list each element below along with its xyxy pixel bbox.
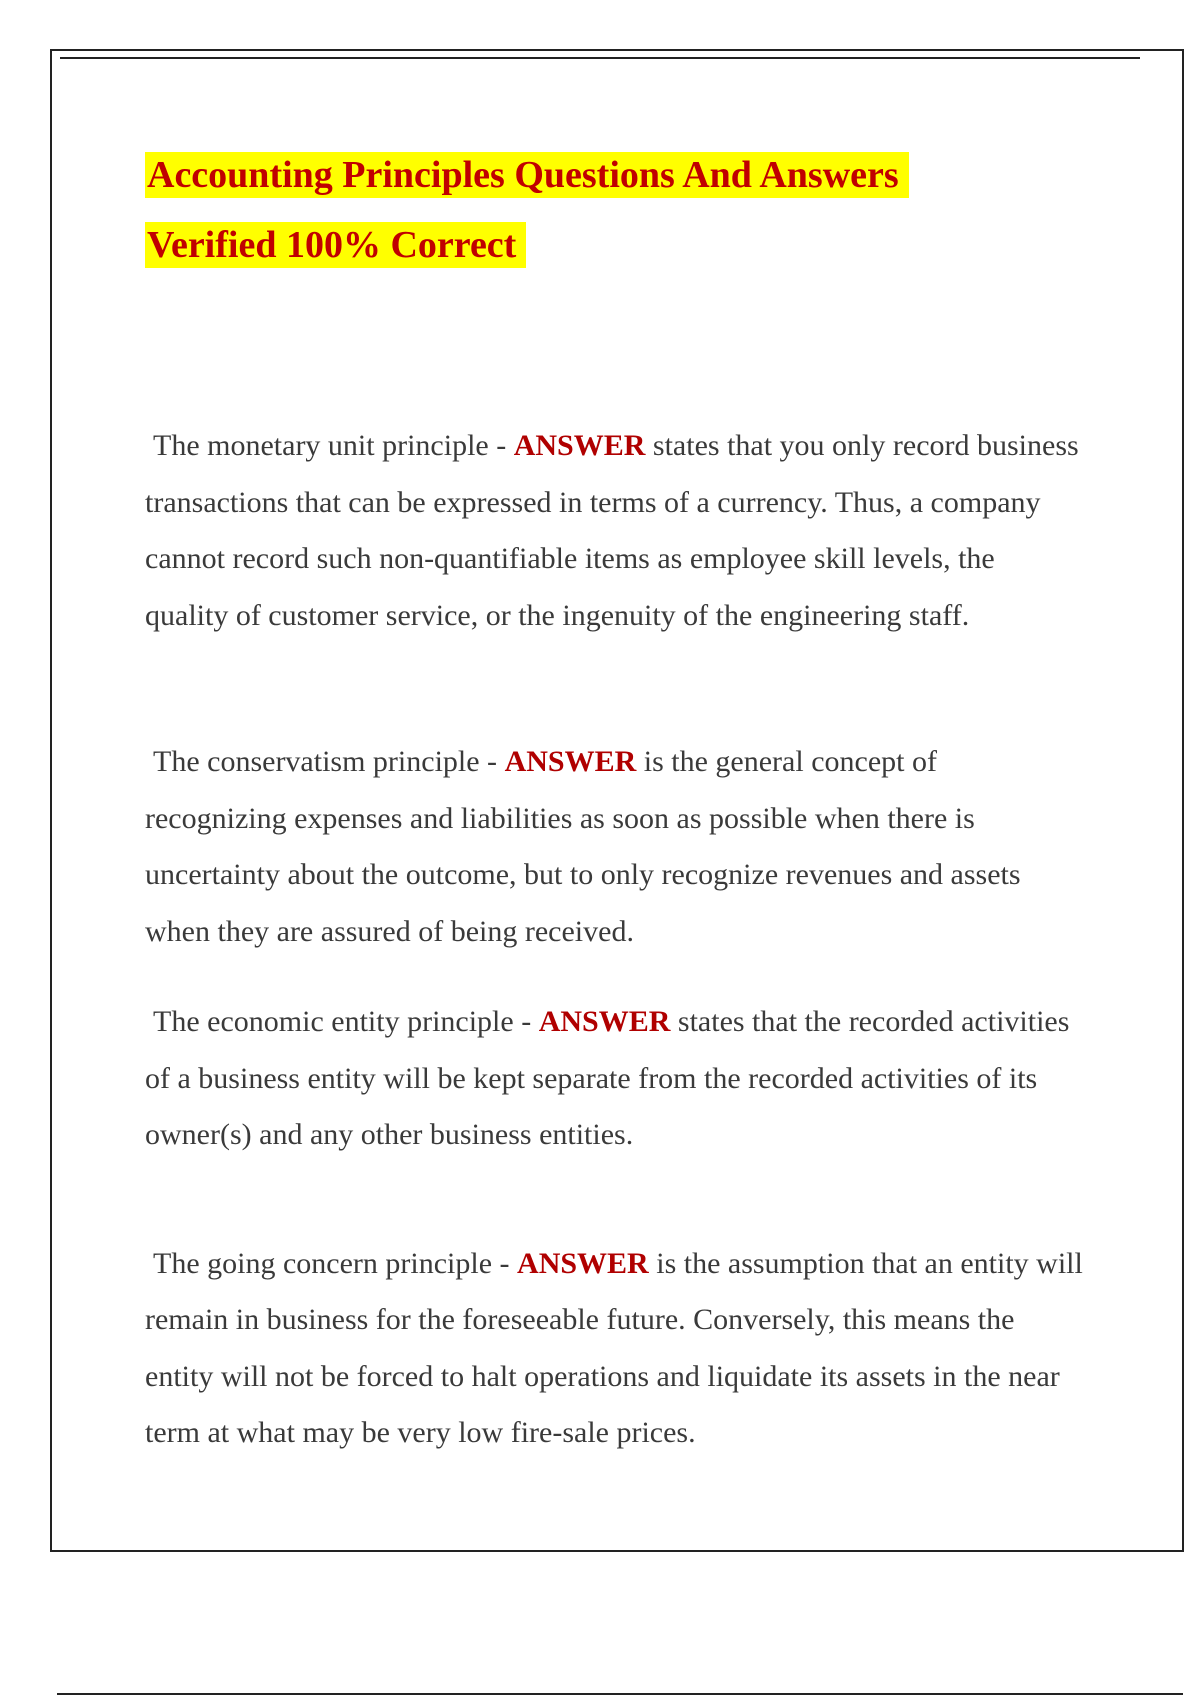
qa-definition: states that you only record business transactions that can be expressed in terms of a currency. Thus, a company cannot record such non-quantifiable items as employee skill levels, the quality of customer service, or the ingenuity of the engineering staff. [145, 429, 1079, 632]
qa-item-conservatism [145, 734, 1085, 960]
answer-label: ANSWER [538, 1005, 671, 1038]
qa-term: The going concern principle - [153, 1246, 518, 1280]
qa-item-going-concern [145, 1236, 1085, 1462]
document-content [145, 140, 1085, 1462]
qa-definition: is the general concept of recognizing expenses and liabilities as soon as possible when there is uncertainty about the outcome, but to only recognize revenues and assets when they are assured of being received. [145, 745, 1021, 948]
title-line-1: Accounting Principles Questions And Answers [145, 152, 909, 198]
qa-item-economic-entity [145, 994, 1085, 1164]
top-rule [60, 57, 1140, 59]
qa-term: The monetary unit principle - [153, 429, 514, 462]
qa-definition: is the assumption that an entity will remain in business for the foreseeable future. Conversely, this means the entity will not be forced to halt operations and liquidate its assets in the near term at what may be very low fire-sale prices. [145, 1246, 1083, 1449]
next-page-top-rule [57, 1693, 1183, 1695]
title-line-2: Verified 100% Correct [145, 222, 526, 268]
qa-item-monetary-unit [145, 418, 1085, 644]
answer-label: ANSWER [517, 1246, 649, 1280]
answer-label: ANSWER [513, 429, 646, 462]
qa-definition: states that the recorded activities of a business entity will be kept separate from the recorded activities of its owner(s) and any other business entities. [145, 1005, 1070, 1151]
qa-term: The economic entity principle - [153, 1005, 539, 1038]
qa-term: The conservatism principle - [153, 745, 505, 778]
document-title [145, 140, 1085, 280]
answer-label: ANSWER [504, 745, 637, 778]
